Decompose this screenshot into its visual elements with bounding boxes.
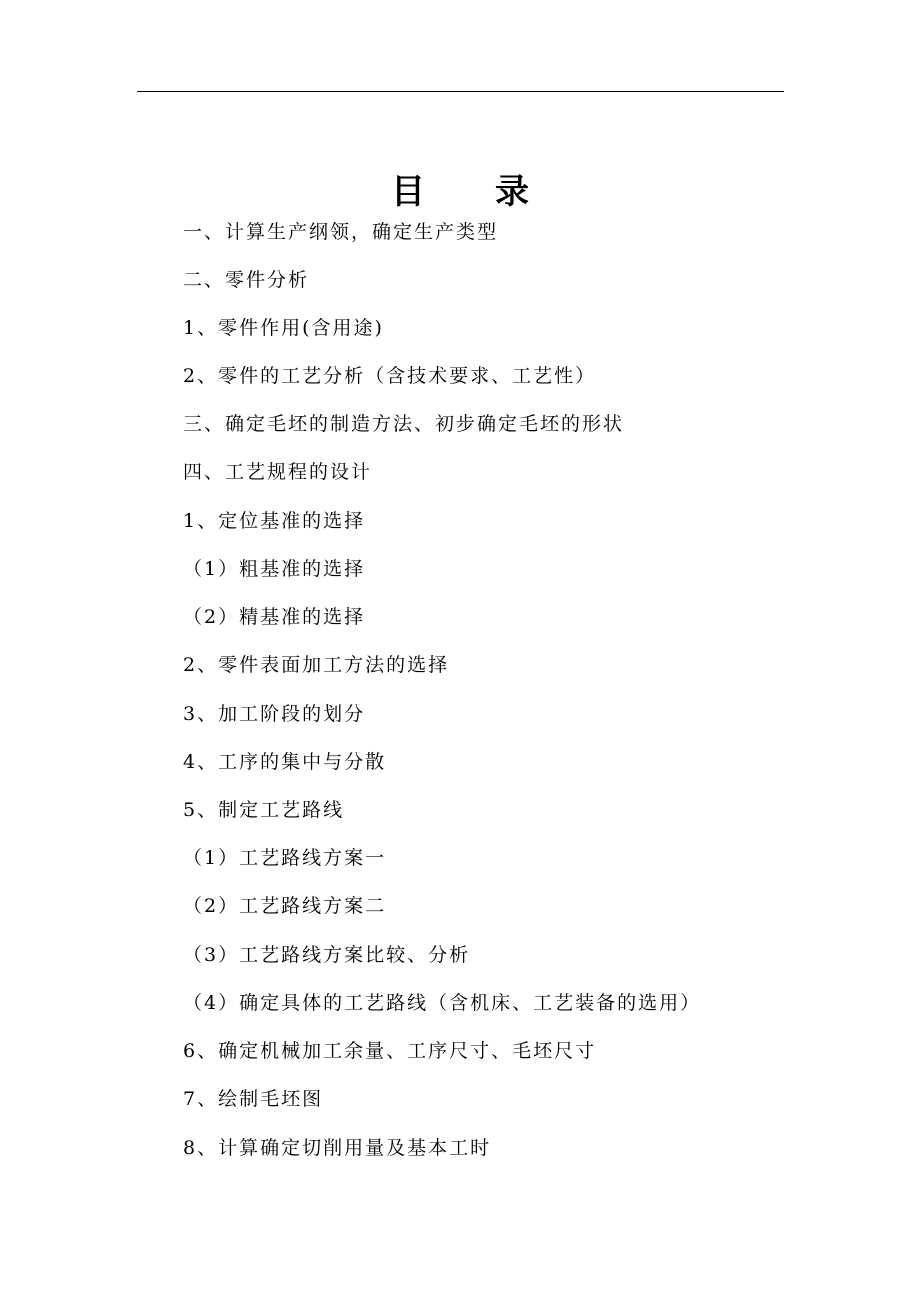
toc-subentry: （1）粗基准的选择 bbox=[183, 558, 366, 580]
toc-entry: 2、零件的工艺分析（含技术要求、工艺性） bbox=[183, 365, 597, 387]
toc-subentry: （4）确定具体的工艺路线（含机床、工艺装备的选用） bbox=[183, 992, 702, 1014]
toc-entry: 5、制定工艺路线 bbox=[183, 799, 345, 821]
toc-entry: 1、定位基准的选择 bbox=[183, 510, 366, 532]
toc-subentry: （2）精基准的选择 bbox=[183, 606, 366, 628]
toc-subentry: （2）工艺路线方案二 bbox=[183, 895, 387, 917]
toc-entry: 一、计算生产纲领，确定生产类型 bbox=[183, 221, 499, 243]
toc-entry: 4、工序的集中与分散 bbox=[183, 751, 387, 773]
toc-entry: 7、绘制毛坯图 bbox=[183, 1088, 324, 1110]
title-char-2: 录 bbox=[495, 172, 529, 212]
toc-entry: 6、确定机械加工余量、工序尺寸、毛坯尺寸 bbox=[183, 1040, 597, 1062]
toc-entry: 1、零件作用(含用途) bbox=[183, 317, 384, 339]
toc-entry: 8、计算确定切削用量及基本工时 bbox=[183, 1137, 492, 1159]
toc-entry: 四、工艺规程的设计 bbox=[183, 461, 373, 483]
toc-subentry: （1）工艺路线方案一 bbox=[183, 847, 387, 869]
toc-subentry: （3）工艺路线方案比较、分析 bbox=[183, 944, 471, 966]
toc-entry: 3、加工阶段的划分 bbox=[183, 703, 366, 725]
toc-entry: 2、零件表面加工方法的选择 bbox=[183, 654, 450, 676]
toc-entry: 二、零件分析 bbox=[183, 269, 310, 291]
title-char-1: 目 bbox=[391, 172, 425, 212]
toc-entry: 三、确定毛坯的制造方法、初步确定毛坯的形状 bbox=[183, 413, 625, 435]
